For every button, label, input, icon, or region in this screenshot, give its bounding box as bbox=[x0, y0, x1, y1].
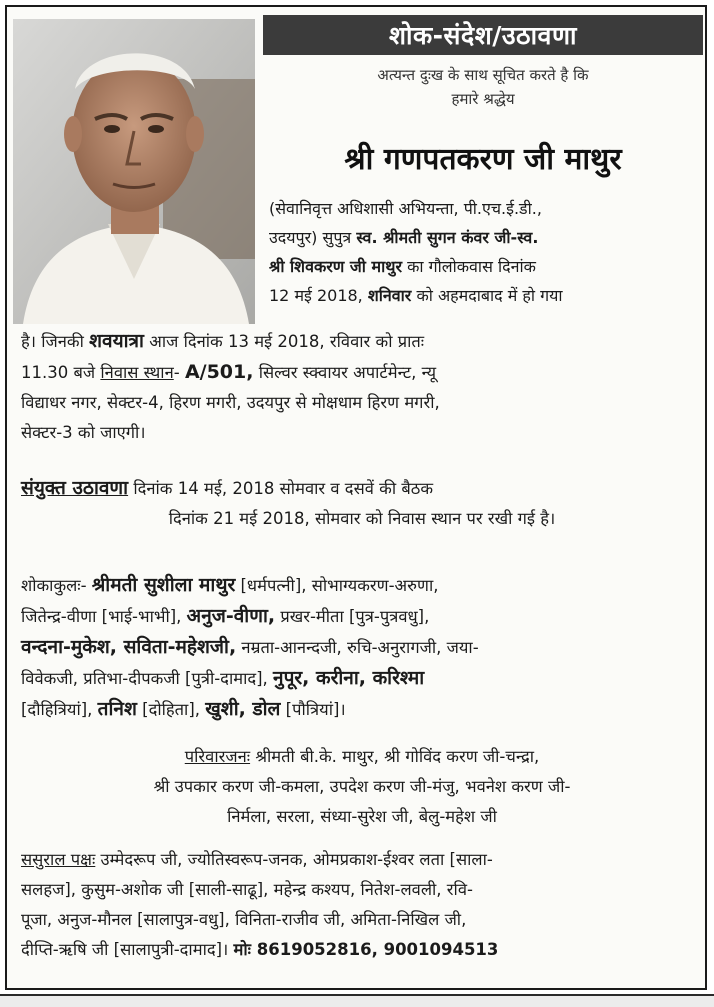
text: उम्मेदरूप जी, ज्योतिस्वरूप-जनक, ओमप्रकाश-ईश्वर लता [साला- bbox=[95, 850, 493, 869]
family-line: निर्मला, सरला, संध्या-सुरेश जी, बेलु-महेश जी bbox=[227, 807, 497, 826]
mourners-label: शोकाकुलः- bbox=[21, 576, 92, 595]
funeral-line bbox=[21, 326, 703, 357]
mourners-line bbox=[21, 570, 703, 601]
funeral-line: सेक्टर-3 को जाएगी। bbox=[21, 423, 146, 442]
flat-number: A/501, bbox=[184, 361, 254, 383]
inlaws-line: सलहज], कुसुम-अशोक जी [साली-साढू], महेन्द्र कश्यप, नितेश-लवली, रवि- bbox=[21, 880, 473, 899]
deceased-name: श्री गणपतकरण जी माथुर bbox=[344, 142, 622, 177]
uthavna-line bbox=[21, 473, 703, 504]
inlaws-section bbox=[21, 845, 703, 965]
obituary-notice bbox=[5, 5, 707, 990]
text: 12 मई 2018, bbox=[269, 286, 368, 305]
desc-line bbox=[269, 223, 701, 252]
inlaws-line bbox=[21, 935, 703, 965]
uthavna-line: दिनांक 21 मई 2018, सोमवार को निवास स्थान पर रखी गई है। bbox=[168, 509, 556, 528]
text: विवेकजी, प्रतिभा-दीपकजी [पुत्री-दामाद], bbox=[21, 669, 274, 688]
uthavna-label: संयुक्त उठावणा bbox=[21, 477, 129, 499]
text: दिनांक 14 मई, 2018 सोमवार व दसवें की बैठक bbox=[128, 479, 434, 498]
family-label: परिवारजनः bbox=[184, 747, 251, 766]
notice-title: शोक-संदेश/उठावणा bbox=[263, 15, 703, 55]
funeral-label: शवयात्रा bbox=[89, 330, 144, 352]
text: आज दिनांक 13 मई 2018, रविवार को प्रातः bbox=[143, 332, 425, 351]
desc-line bbox=[269, 281, 701, 310]
inlaws-line: पूजा, अनुज-मौनल [सालापुत्र-वधु], विनिता-राजीव जी, अमिता-निखिल जी, bbox=[21, 910, 467, 929]
text: है। जिनकी bbox=[21, 332, 90, 351]
text: को अहमदाबाद में हो गया bbox=[411, 286, 563, 305]
funeral-section bbox=[21, 326, 703, 448]
mourners-section bbox=[21, 570, 703, 725]
uthavna-section bbox=[21, 473, 703, 534]
text: - bbox=[173, 363, 185, 382]
desc-line bbox=[269, 252, 701, 281]
bold-names: तनिश bbox=[97, 698, 137, 720]
bold-names: खुशी, डोल bbox=[205, 698, 281, 720]
inlaws-label: ससुराल पक्षः bbox=[21, 850, 96, 869]
bold-names: नुपूर, करीना, करिश्मा bbox=[273, 667, 425, 689]
intro-line: अत्यन्त दुःख के साथ सूचित करते है कि bbox=[377, 66, 589, 84]
text: [पौत्रियां]। bbox=[280, 700, 346, 719]
day: शनिवार bbox=[367, 286, 412, 305]
description bbox=[269, 194, 701, 310]
bold-names: अनुज-वीणा, bbox=[186, 605, 276, 627]
text: [दोहिता], bbox=[136, 700, 206, 719]
bottom-strip bbox=[0, 994, 714, 1007]
parents-name: स्व. श्रीमती सुगन कंवर जी-स्व. bbox=[356, 228, 539, 247]
family-line: श्री उपकार करण जी-कमला, उपदेश करण जी-मंजु, भवनेश करण जी- bbox=[153, 777, 571, 796]
funeral-line: विद्याधर नगर, सेक्टर-4, हिरण मगरी, उदयपुर से मोक्षधाम हिरण मगरी, bbox=[21, 393, 440, 412]
text: श्रीमती बी.के. माथुर, श्री गोविंद करण जी-चन्द्रा, bbox=[250, 747, 540, 766]
text: प्रखर-मीता [पुत्र-पुत्रवधु], bbox=[275, 607, 430, 626]
family-section bbox=[21, 742, 703, 832]
father-name: श्री शिवकरण जी माथुर bbox=[269, 257, 402, 276]
text: [धर्मपत्नी], सोभाग्यकरण-अरुणा, bbox=[235, 576, 439, 595]
text: का गौलोकवास दिनांक bbox=[402, 257, 536, 276]
intro-text bbox=[269, 63, 697, 111]
text: 11.30 बजे bbox=[21, 363, 101, 382]
contact-numbers: मोः 8619052816, 9001094513 bbox=[233, 940, 499, 959]
mourners-line bbox=[21, 663, 703, 694]
residence-label: निवास स्थान bbox=[100, 363, 174, 382]
text: सिल्वर स्क्वायर अपार्टमेन्ट, न्यू bbox=[253, 363, 437, 382]
wife-name: श्रीमती सुशीला माथुर bbox=[91, 574, 236, 596]
portrait-illustration bbox=[13, 19, 255, 324]
text: दीप्ति-ऋषि जी [सालापुत्री-दामाद]। bbox=[21, 940, 234, 959]
text: नम्रता-आनन्दजी, रुचि-अनुरागजी, जया- bbox=[236, 638, 479, 657]
inlaws-line bbox=[21, 845, 703, 875]
mourners-line bbox=[21, 601, 703, 632]
text: [दौहित्रियां], bbox=[21, 700, 98, 719]
mourners-line bbox=[21, 632, 703, 663]
intro-line: हमारे श्रद्धेय bbox=[451, 90, 515, 108]
desc-line: (सेवानिवृत्त अधिशासी अभियन्ता, पी.एच.ई.डी., bbox=[269, 199, 542, 218]
mourners-line bbox=[21, 694, 703, 725]
portrait-photo bbox=[13, 19, 255, 324]
family-line bbox=[21, 742, 703, 772]
text: जितेन्द्र-वीणा [भाई-भाभी], bbox=[21, 607, 187, 626]
text: उदयपुर) सुपुत्र bbox=[269, 228, 357, 247]
bold-names: वन्दना-मुकेश, सविता-महेशजी, bbox=[21, 636, 237, 658]
funeral-line bbox=[21, 357, 703, 388]
